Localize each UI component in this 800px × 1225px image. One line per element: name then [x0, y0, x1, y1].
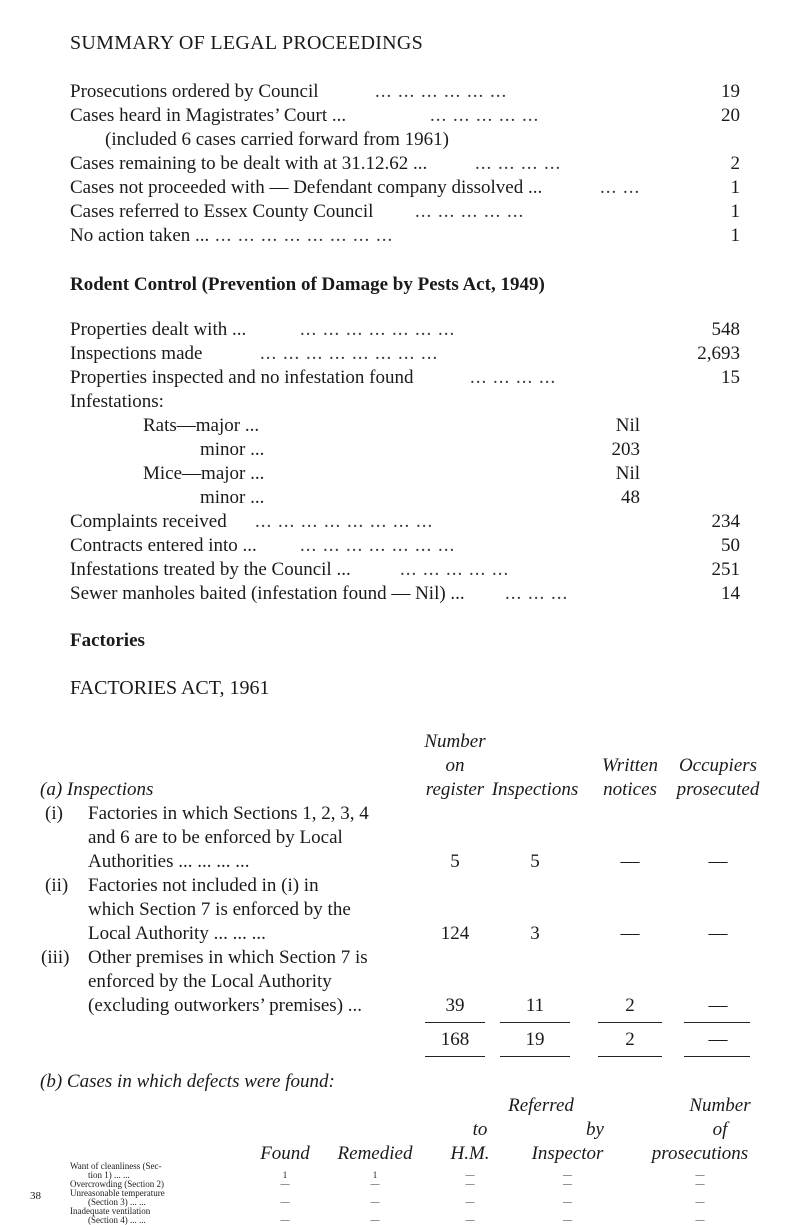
leader-dots: ... ... ... ... ... [415, 201, 525, 222]
defect-cell-remedied: — [370, 1179, 380, 1189]
rodent-row-value: 50 [721, 535, 740, 556]
rodent-row-label: Infestations treated by the Council ... [70, 559, 351, 580]
cell-register: 124 [440, 923, 470, 944]
rule [425, 1022, 485, 1023]
col-head: register [425, 779, 485, 800]
leader-dots: ... ... ... ... ... ... [375, 81, 508, 102]
row-text: and 6 are to be enforced by Local [88, 827, 343, 848]
infestation-label: Mice—major ... [143, 463, 265, 484]
leader-dots: ... ... ... ... ... ... ... ... [255, 511, 434, 532]
leader-dots: ... ... ... ... ... ... ... [300, 535, 456, 556]
col-head: Referred [508, 1095, 574, 1116]
leader-dots: ... ... ... ... ... [430, 105, 540, 126]
col-head: notices [603, 779, 657, 800]
defects-heading: (b) Cases in which defects were found: [40, 1071, 335, 1092]
rodent-row-label: Properties inspected and no infestation found [70, 367, 414, 388]
infestations-label: Infestations: [70, 391, 164, 412]
defect-cell-inspector: — [563, 1215, 572, 1225]
legal-row-label: Cases heard in Magistrates’ Court ... [70, 105, 347, 126]
rule [598, 1056, 662, 1057]
row-text: Local Authority ... ... ... [88, 923, 266, 944]
defect-cell-inspector: — [563, 1170, 572, 1180]
defect-label: Unreasonable temperature [70, 1188, 165, 1198]
col-head: prosecuted [676, 779, 760, 800]
cell-notices: 2 [625, 995, 635, 1016]
cell-prosecuted: — [708, 995, 728, 1016]
defect-cell-found: — [280, 1215, 290, 1225]
defect-cell-prosecutions: — [695, 1197, 705, 1207]
rule [425, 1056, 485, 1057]
legal-row-value: 19 [721, 81, 740, 102]
defect-cell-found: — [280, 1197, 290, 1207]
defect-cell-remedied: — [370, 1197, 380, 1207]
legal-row-value: 20 [721, 105, 740, 126]
row-number: (iii) [41, 947, 70, 968]
rule [598, 1022, 662, 1023]
col-head: Found [260, 1143, 310, 1164]
legal-row-value: 1 [730, 177, 740, 198]
defect-cell-inspector: — [563, 1179, 572, 1189]
section-a-label: (a) Inspections [40, 779, 154, 800]
col-head: prosecutions [651, 1143, 749, 1164]
col-head: H.M. [450, 1143, 490, 1164]
legal-row-label: No action taken ... [70, 225, 210, 246]
row-text: which Section 7 is enforced by the [88, 899, 351, 920]
legal-row-label: Prosecutions ordered by Council [70, 81, 319, 102]
rule [500, 1022, 570, 1023]
legal-row-label: Cases remaining to be dealt with at 31.12.62 ... [70, 153, 428, 174]
col-head: Remedied [337, 1143, 413, 1164]
defect-label: (Section 4) ... ... [88, 1215, 146, 1225]
infestation-value: 203 [611, 439, 640, 460]
defect-cell-found: 1 [282, 1170, 288, 1180]
infestation-label: minor ... [200, 439, 265, 460]
defect-cell-hm: — [465, 1197, 475, 1207]
row-text: (excluding outworkers’ premises) ... [88, 995, 363, 1016]
col-head: on [445, 755, 465, 776]
row-text: Factories in which Sections 1, 2, 3, 4 [88, 803, 369, 824]
row-number: (i) [45, 803, 63, 824]
col-head: Written [602, 755, 658, 776]
row-number: (ii) [45, 875, 69, 896]
rodent-row-label: Properties dealt with ... [70, 319, 247, 340]
row-text: enforced by the Local Authority [88, 971, 332, 992]
total-inspections: 19 [525, 1029, 545, 1050]
rodent-heading: Rodent Control (Prevention of Damage by Pests Act, 1949) [70, 274, 545, 295]
defect-cell-hm: — [465, 1179, 475, 1189]
defect-label: tion 1) ... ... [88, 1170, 130, 1180]
infestation-value: Nil [615, 415, 640, 436]
defect-cell-hm: — [465, 1215, 475, 1225]
total-prosecuted: — [708, 1029, 728, 1050]
cell-notices: — [620, 851, 640, 872]
leader-dots: ... ... [600, 177, 641, 198]
col-head: Inspector [531, 1143, 604, 1164]
total-notices: 2 [625, 1029, 635, 1050]
row-text: Authorities ... ... ... ... [88, 851, 250, 872]
cell-inspections: 11 [525, 995, 545, 1016]
col-head: by [586, 1119, 604, 1140]
legal-title: SUMMARY OF LEGAL PROCEEDINGS [70, 32, 424, 54]
cell-inspections: 3 [530, 923, 540, 944]
legal-row-label: Cases not proceeded with — Defendant company dissolved ... [70, 177, 543, 198]
rodent-row-value: 548 [711, 319, 740, 340]
infestation-value: 48 [621, 487, 640, 508]
rodent-row-label: Sewer manholes baited (infestation found — Nil) ... [70, 583, 465, 604]
cell-register: 39 [445, 995, 465, 1016]
row-text: Factories not included in (i) in [88, 875, 319, 896]
rule [684, 1056, 750, 1057]
legal-row-label: Cases referred to Essex County Council [70, 201, 374, 222]
defect-cell-remedied: — [370, 1215, 380, 1225]
col-head: to [472, 1119, 488, 1140]
rodent-row-value: 234 [711, 511, 740, 532]
defect-label: (Section 3) ... ... [88, 1197, 146, 1207]
col-head: of [712, 1119, 728, 1140]
cell-prosecuted: — [708, 851, 728, 872]
rodent-row-value: 251 [711, 559, 740, 580]
legal-row-value: 2 [730, 153, 740, 174]
defect-cell-hm: — [465, 1170, 475, 1180]
leader-dots: ... ... ... [505, 583, 569, 604]
cell-inspections: 5 [530, 851, 540, 872]
leader-dots: ... ... ... ... [470, 367, 557, 388]
defect-cell-remedied: 1 [372, 1170, 378, 1180]
infestation-value: Nil [615, 463, 640, 484]
rodent-row-label: Complaints received [70, 511, 227, 532]
col-head: Number [424, 731, 486, 752]
leader-dots: ... ... ... ... ... ... ... [300, 319, 456, 340]
total-register: 168 [440, 1029, 470, 1050]
rodent-row-label: Contracts entered into ... [70, 535, 257, 556]
defect-cell-prosecutions: — [695, 1179, 705, 1189]
col-head: Occupiers [678, 755, 758, 776]
infestation-label: minor ... [200, 487, 265, 508]
cell-prosecuted: — [708, 923, 728, 944]
cell-notices: — [620, 923, 640, 944]
defect-label: Want of cleanliness (Sec- [70, 1161, 162, 1171]
leader-dots: ... ... ... ... [475, 153, 562, 174]
rodent-row-label: Inspections made [70, 343, 203, 364]
defect-cell-inspector: — [563, 1197, 572, 1207]
leader-dots: ... ... ... ... ... ... ... ... [260, 343, 439, 364]
cell-register: 5 [450, 851, 460, 872]
rodent-row-value: 15 [721, 367, 740, 388]
defect-cell-prosecutions: — [695, 1215, 705, 1225]
defect-cell-prosecutions: — [695, 1170, 705, 1180]
factories-heading: Factories [70, 630, 145, 651]
factories-act: FACTORIES ACT, 1961 [70, 677, 270, 699]
legal-row-value: 1 [730, 201, 740, 222]
col-head: Inspections [491, 779, 579, 800]
rodent-row-value: 14 [721, 583, 740, 604]
rule [500, 1056, 570, 1057]
rule [684, 1022, 750, 1023]
infestation-label: Rats—major ... [143, 415, 260, 436]
defect-label: Inadequate ventilation [70, 1206, 151, 1216]
defect-cell-found: — [280, 1179, 290, 1189]
leader-dots: ... ... ... ... ... ... ... ... [215, 225, 394, 246]
col-head: Number [689, 1095, 751, 1116]
legal-row-note: (included 6 cases carried forward from 1961) [105, 129, 449, 150]
leader-dots: ... ... ... ... ... [400, 559, 510, 580]
page-number: 38 [30, 1190, 41, 1202]
defect-label: Overcrowding (Section 2) [70, 1179, 164, 1189]
legal-row-value: 1 [730, 225, 740, 246]
rodent-row-value: 2,693 [697, 343, 740, 364]
row-text: Other premises in which Section 7 is [88, 947, 368, 968]
